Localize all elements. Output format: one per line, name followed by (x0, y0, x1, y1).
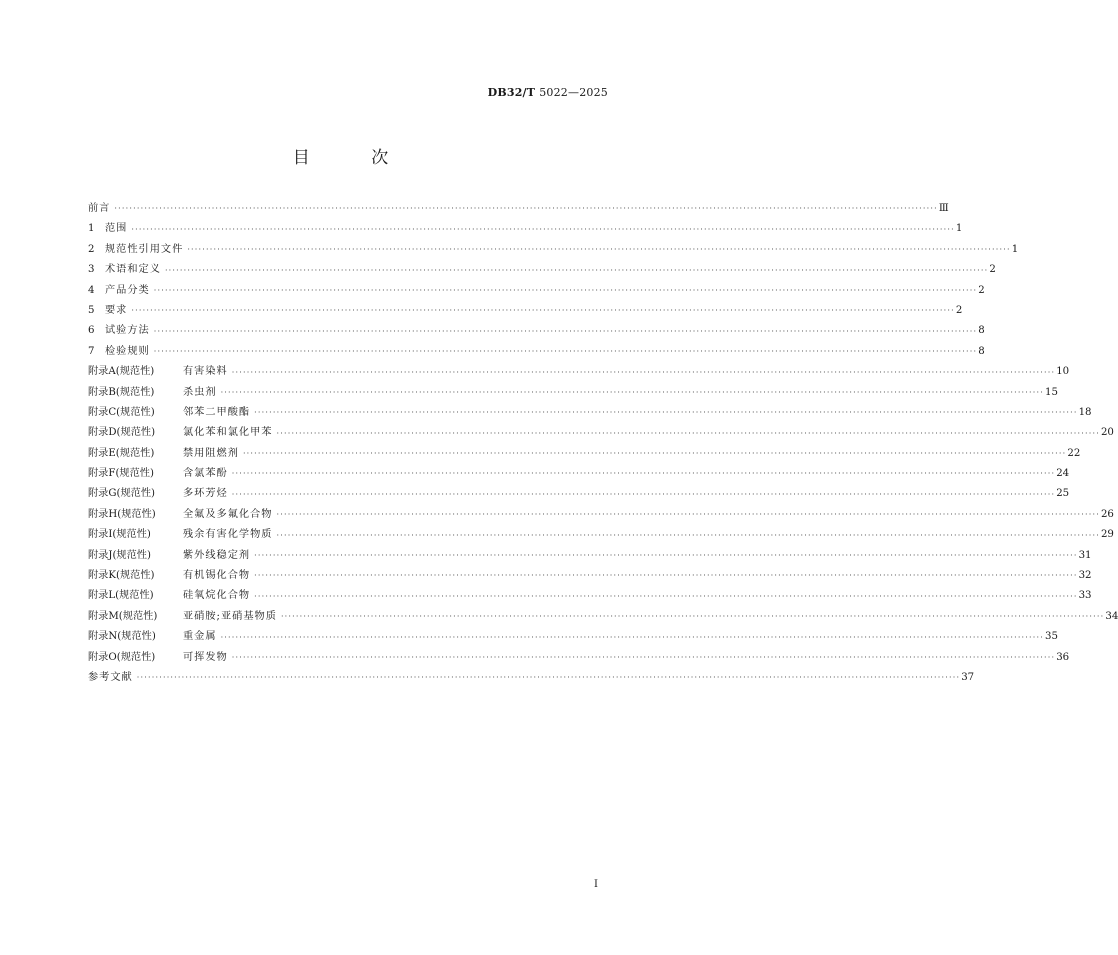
toc-entry[interactable] (88, 321, 985, 341)
toc-dot-leader: ···························································································································································································································· (231, 367, 1056, 377)
toc-dot-leader: ···························································································································································································································· (153, 285, 978, 295)
toc-entry-number: 附录F(规范性) (88, 468, 154, 480)
toc-entry[interactable] (88, 546, 1092, 566)
toc-entry[interactable] (88, 668, 975, 688)
toc-entry[interactable] (88, 505, 1114, 525)
document-code-prefix: DB32/T (487, 86, 536, 99)
toc-entry-number: 5 (88, 304, 95, 316)
toc-entry-number: 6 (88, 325, 95, 337)
toc-entry-page: 15 (1045, 386, 1058, 398)
toc-entry-number: 附录B(规范性) (88, 386, 155, 398)
toc-entry-title: 残余有害化学物质 (183, 529, 273, 541)
toc-entry-page: 25 (1056, 488, 1070, 500)
toc-dot-leader: ···························································································································································································································· (231, 489, 1056, 499)
toc-entry-page: 34 (1105, 610, 1118, 622)
toc-entry-page: 32 (1078, 570, 1092, 582)
toc-entry[interactable] (88, 607, 1118, 627)
toc-entry[interactable] (88, 383, 1058, 403)
toc-entry[interactable] (88, 648, 1070, 668)
toc-entry-page: 1 (1011, 243, 1019, 255)
toc-entry-number: 4 (88, 284, 95, 296)
toc-entry-title: 邻苯二甲酸酯 (183, 406, 251, 418)
toc-entry-title: 禁用阻燃剂 (183, 447, 239, 459)
toc-entry-title: 硅氧烷化合物 (183, 590, 251, 602)
document-code-number: 5022—2025 (539, 86, 608, 99)
page-number: Ⅰ (594, 879, 598, 890)
toc-entry-title: 检验规则 (105, 345, 150, 357)
toc-entry[interactable] (88, 566, 1092, 586)
toc-entry-page: 26 (1100, 508, 1114, 520)
toc-dot-leader: ···························································································································································································································· (220, 632, 1045, 642)
toc-dot-leader: ···························································································································································································································· (280, 612, 1105, 622)
toc-entry-page: 37 (961, 671, 975, 683)
toc-entry-number: 附录J(规范性) (88, 549, 151, 561)
toc-entry-page: 24 (1056, 468, 1070, 480)
toc-entry-title: 有害染料 (183, 366, 228, 378)
toc-entry-title: 全氟及多氟化合物 (183, 508, 273, 520)
toc-dot-leader: ···························································································································································································································· (220, 387, 1045, 397)
toc-entry-title: 术语和定义 (105, 264, 161, 276)
toc-entry[interactable] (88, 525, 1114, 545)
toc-entry-page: 8 (978, 325, 985, 337)
toc-entry[interactable] (88, 586, 1092, 606)
toc-entry-number: 附录A(规范性) (88, 366, 155, 378)
toc-entry-number: 附录E(规范性) (88, 447, 155, 459)
toc-entry[interactable] (88, 342, 985, 362)
toc-entry[interactable] (88, 260, 996, 280)
toc-entry[interactable] (88, 484, 1070, 504)
toc-entry-number: 附录H(规范性) (88, 508, 156, 520)
toc-entry-title: 范围 (105, 223, 128, 235)
toc-entry-title: 紫外线稳定剂 (183, 549, 251, 561)
toc-entry-page: 2 (989, 264, 996, 276)
toc-entry-title: 氯化苯和氯化甲苯 (183, 427, 273, 439)
toc-entry-number: 附录C(规范性) (88, 406, 155, 418)
table-of-contents (88, 199, 1118, 688)
toc-entry[interactable] (88, 281, 985, 301)
toc-dot-leader: ···························································································································································································································· (164, 265, 989, 275)
toc-entry-page: 20 (1100, 427, 1114, 439)
toc-dot-leader: ···························································································································································································································· (231, 469, 1056, 479)
toc-dot-leader: ···························································································································································································································· (131, 306, 955, 316)
toc-dot-leader: ···························································································································································································································· (136, 673, 961, 683)
toc-entry-page: 31 (1078, 549, 1092, 561)
toc-dot-leader: ···························································································································································································································· (254, 571, 1078, 581)
toc-dot-leader: ···························································································································································································································· (153, 347, 978, 357)
toc-entry-page: 10 (1056, 366, 1070, 378)
toc-entry-page: 33 (1078, 590, 1092, 602)
toc-entry-number: 附录D(规范性) (88, 427, 156, 439)
toc-dot-leader: ···························································································································································································································· (131, 224, 955, 234)
toc-entry-title: 要求 (105, 304, 128, 316)
page-title: 目 次 (292, 148, 417, 168)
toc-entry[interactable] (88, 464, 1070, 484)
toc-entry[interactable] (88, 240, 1019, 260)
toc-entry-page: 1 (955, 223, 963, 235)
toc-entry-title: 产品分类 (105, 284, 150, 296)
toc-entry-number: 附录L(规范性) (88, 590, 154, 602)
toc-entry-page: 36 (1056, 651, 1070, 663)
toc-entry[interactable] (88, 301, 963, 321)
toc-entry-title: 杀虫剂 (183, 386, 217, 398)
toc-entry-page: 8 (978, 345, 985, 357)
toc-entry[interactable] (88, 199, 949, 219)
toc-dot-leader: ···························································································································································································································· (276, 530, 1100, 540)
toc-dot-leader: ···························································································································································································································· (114, 204, 938, 214)
toc-dot-leader: ···························································································································································································································· (187, 245, 1011, 255)
toc-entry-page: Ⅲ (938, 202, 949, 214)
toc-entry-number: 附录K(规范性) (88, 570, 155, 582)
toc-entry-title: 有机锡化合物 (183, 570, 251, 582)
toc-entry[interactable] (88, 219, 963, 239)
toc-entry-page: 2 (978, 284, 985, 296)
toc-entry[interactable] (88, 423, 1114, 443)
toc-entry-title: 规范性引用文件 (105, 243, 184, 255)
toc-entry-title: 多环芳烃 (183, 488, 228, 500)
toc-dot-leader: ···························································································································································································································· (242, 449, 1067, 459)
toc-entry-title: 前言 (88, 202, 111, 214)
toc-entry-number: 附录G(规范性) (88, 488, 156, 500)
toc-entry[interactable] (88, 627, 1058, 647)
toc-entry-page: 29 (1100, 529, 1114, 541)
toc-entry-title: 亚硝胺;亚硝基物质 (183, 610, 277, 622)
toc-entry-number: 附录M(规范性) (88, 610, 158, 622)
toc-entry-page: 2 (955, 304, 963, 316)
toc-entry-number: 附录N(规范性) (88, 631, 156, 643)
toc-entry-number: 1 (88, 223, 95, 235)
toc-entry[interactable] (88, 403, 1092, 423)
toc-entry-title: 参考文献 (88, 671, 133, 683)
toc-entry-number: 3 (88, 264, 95, 276)
toc-entry-title: 重金属 (183, 631, 217, 643)
document-code (488, 86, 608, 99)
toc-dot-leader: ···························································································································································································································· (254, 591, 1078, 601)
toc-entry[interactable] (88, 362, 1070, 382)
toc-entry-number: 2 (88, 243, 95, 255)
toc-dot-leader: ···························································································································································································································· (276, 510, 1100, 520)
toc-dot-leader: ···························································································································································································································· (231, 652, 1056, 662)
toc-dot-leader: ···························································································································································································································· (276, 428, 1100, 438)
toc-dot-leader: ···························································································································································································································· (153, 326, 978, 336)
toc-entry-number: 附录O(规范性) (88, 651, 156, 663)
toc-entry-number: 7 (88, 345, 95, 357)
toc-entry-title: 试验方法 (105, 325, 150, 337)
toc-entry-number: 附录I(规范性) (88, 529, 151, 541)
toc-dot-leader: ···························································································································································································································· (254, 551, 1078, 561)
toc-entry-title: 可挥发物 (183, 651, 228, 663)
toc-entry-page: 35 (1045, 631, 1058, 643)
toc-entry[interactable] (88, 444, 1081, 464)
toc-entry-title: 含氯苯酚 (183, 468, 228, 480)
toc-entry-page: 22 (1067, 447, 1081, 459)
toc-dot-leader: ···························································································································································································································· (254, 408, 1078, 418)
toc-entry-page: 18 (1078, 406, 1092, 418)
